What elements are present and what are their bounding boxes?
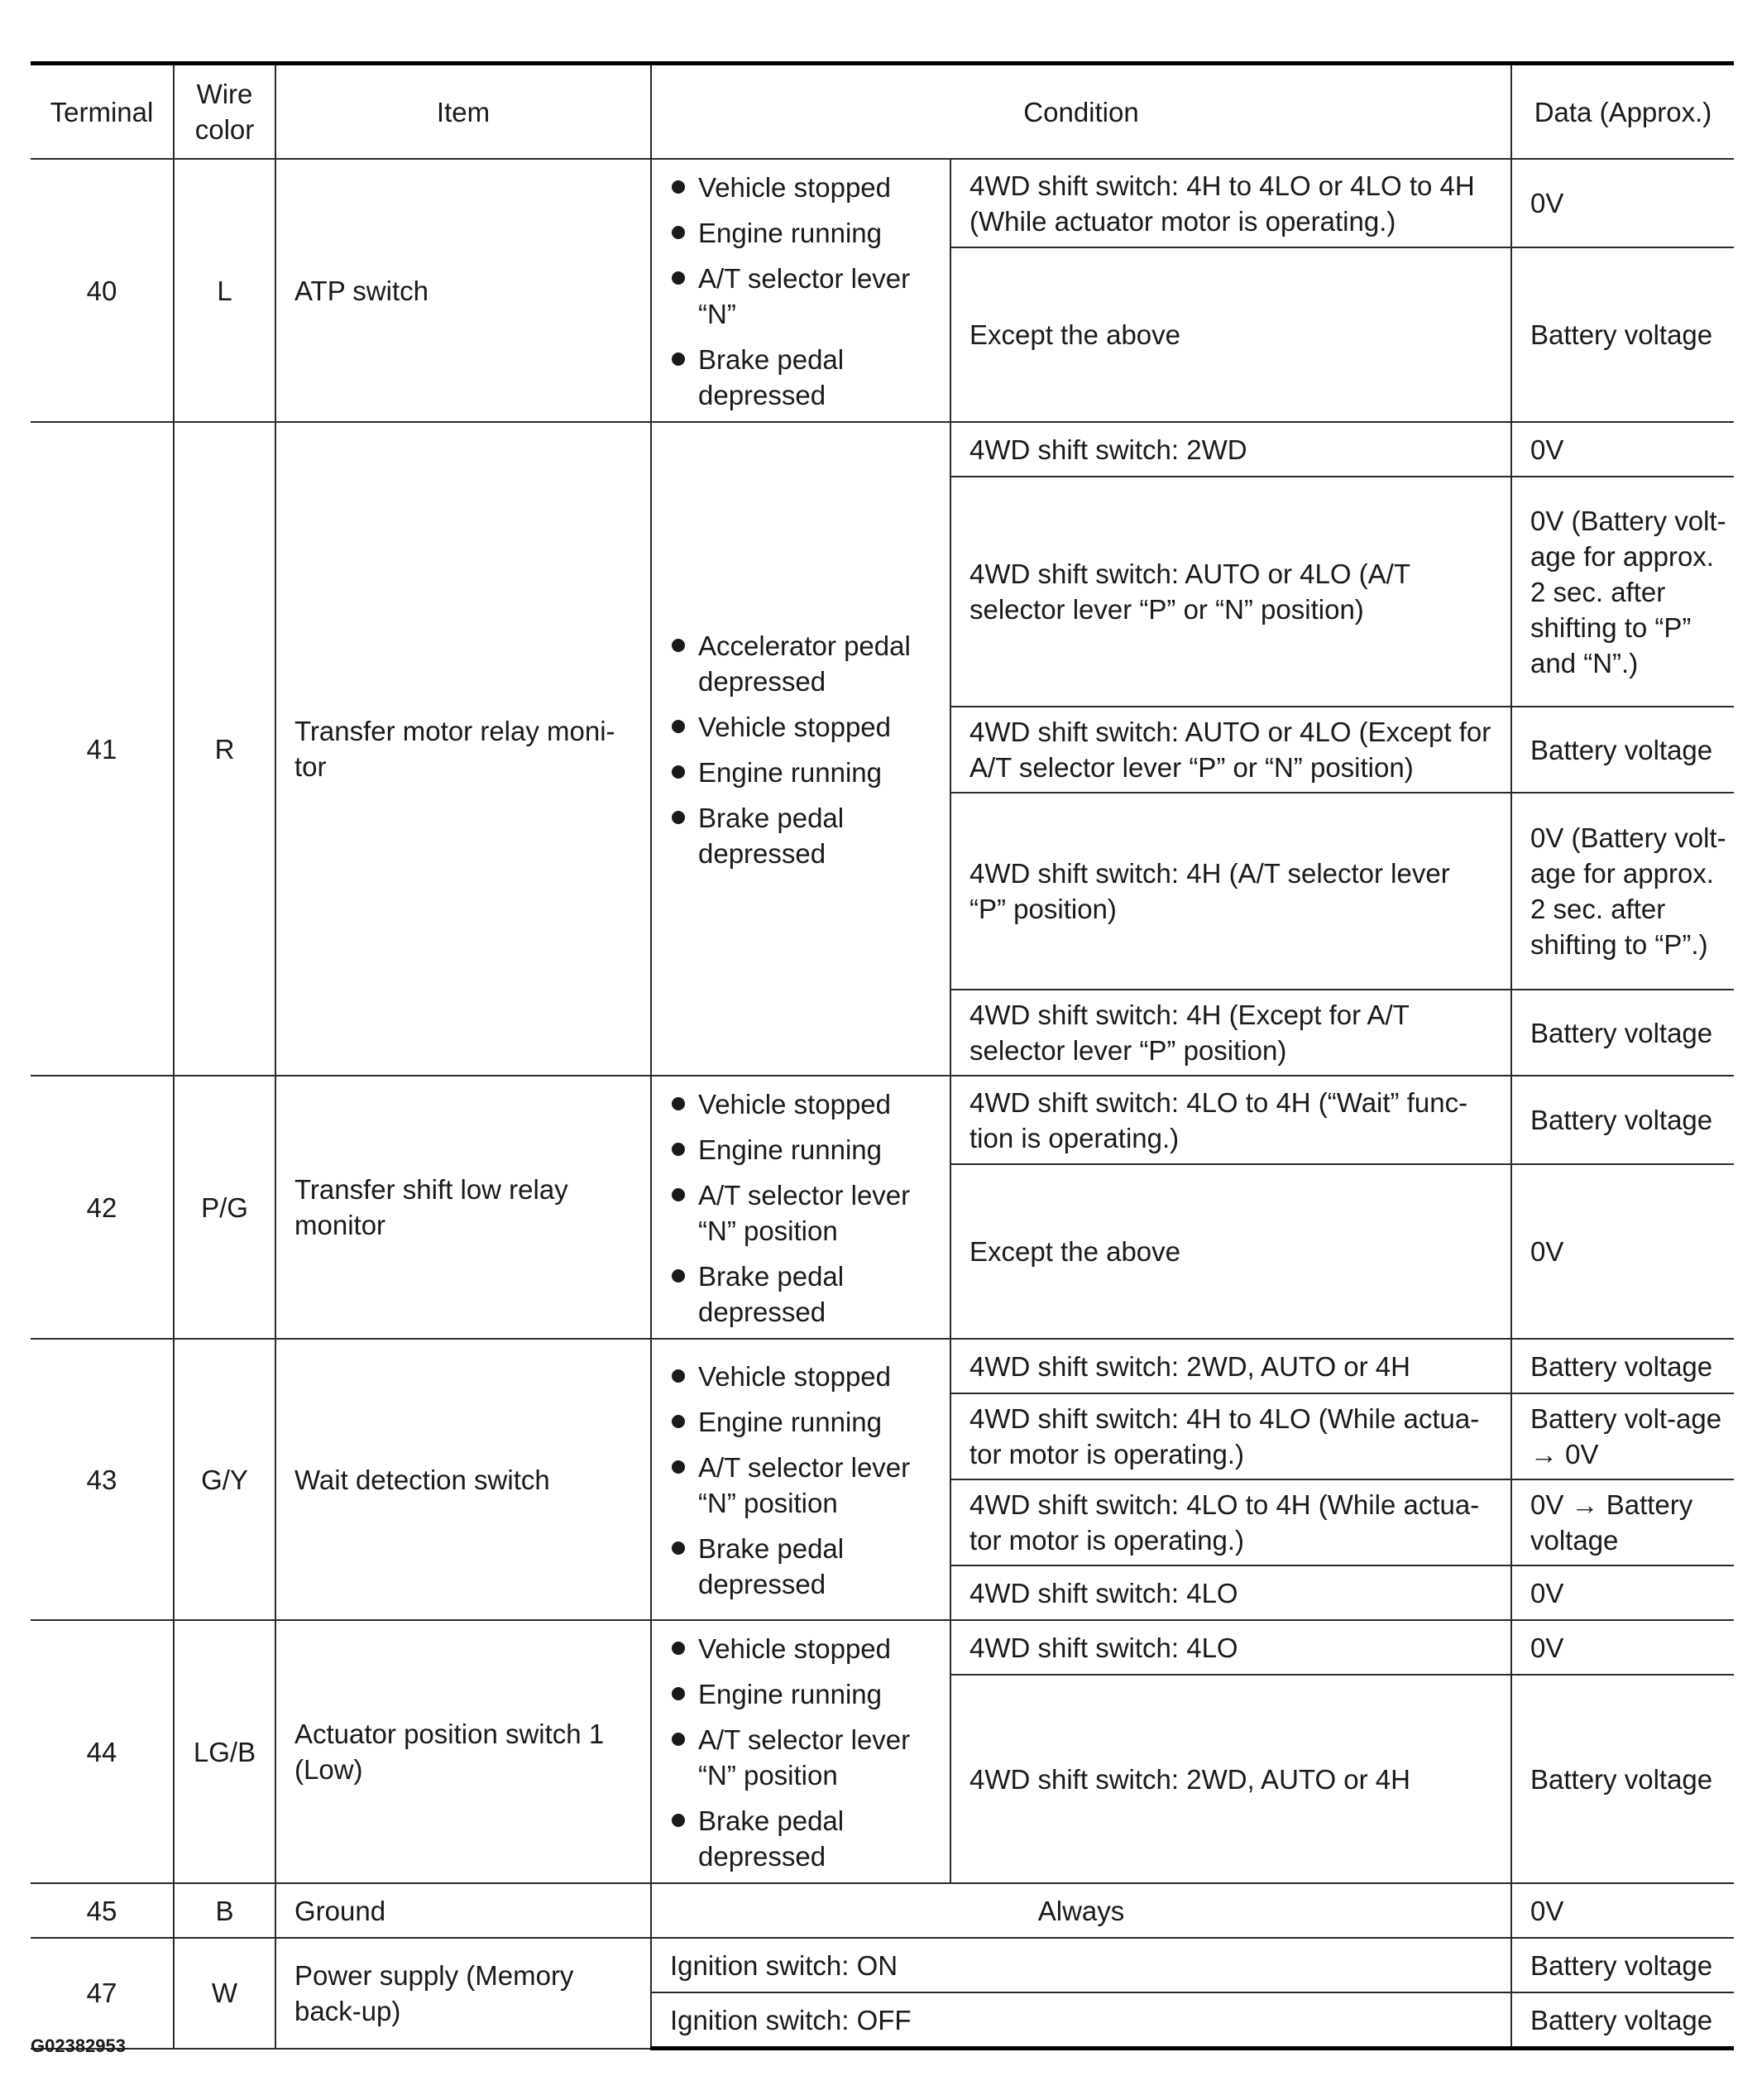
terminal-data-table — [31, 61, 1734, 2050]
list-item — [668, 1086, 938, 1122]
precondition-cell — [651, 1076, 950, 1339]
condition-cell: 4WD shift switch: 4LO — [950, 1620, 1511, 1675]
wire-color-cell: G/Y — [174, 1339, 275, 1620]
item-cell: Power supply (Memory back-up) — [275, 1938, 651, 2049]
terminal-cell: 41 — [31, 422, 174, 1076]
list-item — [668, 628, 938, 699]
wire-color-cell: B — [174, 1883, 275, 1938]
bullet-icon — [672, 1733, 685, 1746]
data-cell: 0V — [1511, 159, 1734, 247]
condition-cell: 4WD shift switch: 2WD — [950, 422, 1511, 477]
data-cell: 0V — [1511, 1164, 1734, 1339]
condition-cell: 4WD shift switch: 4H to 4LO (While actua-tor motor is operating.) — [950, 1393, 1511, 1479]
data-cell: 0V — [1511, 422, 1734, 477]
table-row — [31, 159, 1734, 247]
list-item — [668, 800, 938, 871]
wire-color-cell: L — [174, 159, 275, 422]
list-item — [668, 1177, 938, 1249]
precondition-cell — [651, 159, 950, 422]
condition-cell: Ignition switch: OFF — [651, 1992, 1511, 2049]
condition-cell: 4WD shift switch: 4H (Except for A/T selector lever “P” position) — [950, 990, 1511, 1076]
list-item-text: Vehicle stopped — [698, 712, 892, 742]
item-cell: Wait detection switch — [275, 1339, 651, 1620]
list-item-text: Brake pedal depressed — [698, 1533, 845, 1599]
bullet-icon — [672, 1814, 685, 1827]
item-cell: ATP switch — [275, 159, 651, 422]
list-item — [668, 261, 938, 332]
list-item — [668, 1132, 938, 1167]
bullet-icon — [672, 352, 685, 366]
list-item — [668, 1631, 938, 1666]
precondition-list — [668, 1086, 938, 1330]
list-item — [668, 1531, 938, 1602]
list-item — [668, 1450, 938, 1521]
list-item-text: A/T selector lever “N” position — [698, 1452, 911, 1518]
table-row — [31, 422, 1734, 477]
list-item-text: Engine running — [698, 757, 883, 788]
terminal-cell: 47 — [31, 1938, 174, 2049]
bullet-icon — [672, 1415, 685, 1428]
bullet-icon — [672, 1642, 685, 1655]
bullet-icon — [672, 639, 685, 652]
list-item-text: Vehicle stopped — [698, 1633, 892, 1664]
terminal-cell: 45 — [31, 1883, 174, 1938]
list-item-text: Brake pedal depressed — [698, 1261, 845, 1327]
list-item — [668, 1803, 938, 1874]
data-cell: 0V — [1511, 1565, 1734, 1620]
header-data: Data (Approx.) — [1511, 64, 1734, 160]
table-row — [31, 1938, 1734, 1992]
list-item — [668, 709, 938, 745]
list-item-text: A/T selector lever “N” position — [698, 1724, 911, 1791]
bullet-icon — [672, 271, 685, 285]
list-item-text: Vehicle stopped — [698, 1089, 892, 1120]
terminal-cell: 44 — [31, 1620, 174, 1883]
condition-cell: Except the above — [950, 247, 1511, 422]
list-item — [668, 1722, 938, 1793]
wire-color-cell: P/G — [174, 1076, 275, 1339]
list-item — [668, 1404, 938, 1440]
data-cell: Battery voltage — [1511, 1992, 1734, 2049]
header-condition: Condition — [651, 64, 1511, 160]
header-row — [31, 64, 1734, 160]
bullet-icon — [672, 1460, 685, 1474]
data-cell: Battery voltage — [1511, 1339, 1734, 1393]
condition-cell: 4WD shift switch: 4LO to 4H (While actua-tor motor is operating.) — [950, 1479, 1511, 1565]
bullet-icon — [672, 811, 685, 824]
list-item-text: Vehicle stopped — [698, 172, 892, 203]
data-cell: Battery voltage — [1511, 1938, 1734, 1992]
data-cell: 0V → Battery voltage — [1511, 1479, 1734, 1565]
bullet-icon — [672, 180, 685, 194]
data-cell: 0V (Battery volt-age for approx. 2 sec. after shifting to “P”.) — [1511, 793, 1734, 990]
condition-cell: 4WD shift switch: 4LO to 4H (“Wait” func-tion is operating.) — [950, 1076, 1511, 1164]
list-item-text: Vehicle stopped — [698, 1361, 892, 1392]
list-item — [668, 755, 938, 790]
list-item — [668, 215, 938, 251]
table-row — [31, 1883, 1734, 1938]
list-item-text: Engine running — [698, 1679, 883, 1709]
data-cell: Battery voltage — [1511, 707, 1734, 793]
header-wire-color — [174, 64, 275, 160]
wire-color-cell: W — [174, 1938, 275, 2049]
condition-cell: Except the above — [950, 1164, 1511, 1339]
precondition-list — [668, 170, 938, 413]
table-row — [31, 1620, 1734, 1675]
data-cell: 0V (Battery volt-age for approx. 2 sec. after shifting to “P” and “N”.) — [1511, 477, 1734, 707]
bullet-icon — [672, 1541, 685, 1555]
precondition-list — [668, 628, 938, 871]
header-wire-color-line-1: Wire — [196, 79, 253, 109]
data-cell: Battery voltage — [1511, 1675, 1734, 1883]
bullet-icon — [672, 1687, 685, 1700]
condition-cell: 4WD shift switch: 4H (A/T selector lever “P” position) — [950, 793, 1511, 990]
bullet-icon — [672, 720, 685, 733]
list-item-text: Brake pedal depressed — [698, 1805, 845, 1872]
bullet-icon — [672, 1188, 685, 1201]
condition-cell: 4WD shift switch: 2WD, AUTO or 4H — [950, 1675, 1511, 1883]
precondition-list — [668, 1631, 938, 1874]
figure-id: G02382953 — [31, 2035, 126, 2056]
list-item-text: Accelerator pedal depressed — [698, 630, 911, 697]
wire-color-cell: LG/B — [174, 1620, 275, 1883]
data-cell: Battery voltage — [1511, 1076, 1734, 1164]
precondition-cell — [651, 1620, 950, 1883]
list-item-text: Brake pedal depressed — [698, 344, 845, 410]
data-cell: 0V — [1511, 1620, 1734, 1675]
precondition-cell — [651, 422, 950, 1076]
bullet-icon — [672, 1097, 685, 1110]
terminal-cell: 43 — [31, 1339, 174, 1620]
terminal-cell: 42 — [31, 1076, 174, 1339]
wire-color-cell: R — [174, 422, 275, 1076]
condition-cell: 4WD shift switch: AUTO or 4LO (Except for A/T selector lever “P” or “N” position) — [950, 707, 1511, 793]
item-cell: Ground — [275, 1883, 651, 1938]
bullet-icon — [672, 1143, 685, 1156]
list-item — [668, 170, 938, 205]
item-cell: Transfer shift low relay monitor — [275, 1076, 651, 1339]
bullet-icon — [672, 1269, 685, 1283]
list-item-text: A/T selector lever “N” position — [698, 1180, 911, 1246]
table-row — [31, 1339, 1734, 1393]
data-cell: Battery volt-age → 0V — [1511, 1393, 1734, 1479]
table-row — [31, 1076, 1734, 1164]
item-cell: Transfer motor relay moni-tor — [275, 422, 651, 1076]
list-item — [668, 342, 938, 413]
header-wire-color-line-2: color — [194, 114, 255, 145]
list-item-text: Brake pedal depressed — [698, 803, 845, 869]
data-cell: 0V — [1511, 1883, 1734, 1938]
precondition-cell — [651, 1339, 950, 1620]
list-item — [668, 1359, 938, 1394]
condition-cell: Ignition switch: ON — [651, 1938, 1511, 1992]
precondition-list — [668, 1359, 938, 1602]
condition-cell: 4WD shift switch: 4LO — [950, 1565, 1511, 1620]
list-item — [668, 1259, 938, 1330]
list-item-text: A/T selector lever “N” — [698, 263, 911, 329]
header-terminal: Terminal — [31, 64, 174, 160]
header-item: Item — [275, 64, 651, 160]
condition-cell: Always — [651, 1883, 1511, 1938]
condition-cell: 4WD shift switch: 4H to 4LO or 4LO to 4H (While actuator motor is operating.) — [950, 159, 1511, 247]
terminal-cell: 40 — [31, 159, 174, 422]
bullet-icon — [672, 1369, 685, 1383]
bullet-icon — [672, 765, 685, 779]
list-item-text: Engine running — [698, 218, 883, 248]
bullet-icon — [672, 226, 685, 239]
data-cell: Battery voltage — [1511, 990, 1734, 1076]
list-item-text: Engine running — [698, 1407, 883, 1437]
data-cell: Battery voltage — [1511, 247, 1734, 422]
list-item-text: Engine running — [698, 1134, 883, 1165]
item-cell: Actuator position switch 1 (Low) — [275, 1620, 651, 1883]
condition-cell: 4WD shift switch: 2WD, AUTO or 4H — [950, 1339, 1511, 1393]
list-item — [668, 1676, 938, 1712]
condition-cell: 4WD shift switch: AUTO or 4LO (A/T selector lever “P” or “N” position) — [950, 477, 1511, 707]
